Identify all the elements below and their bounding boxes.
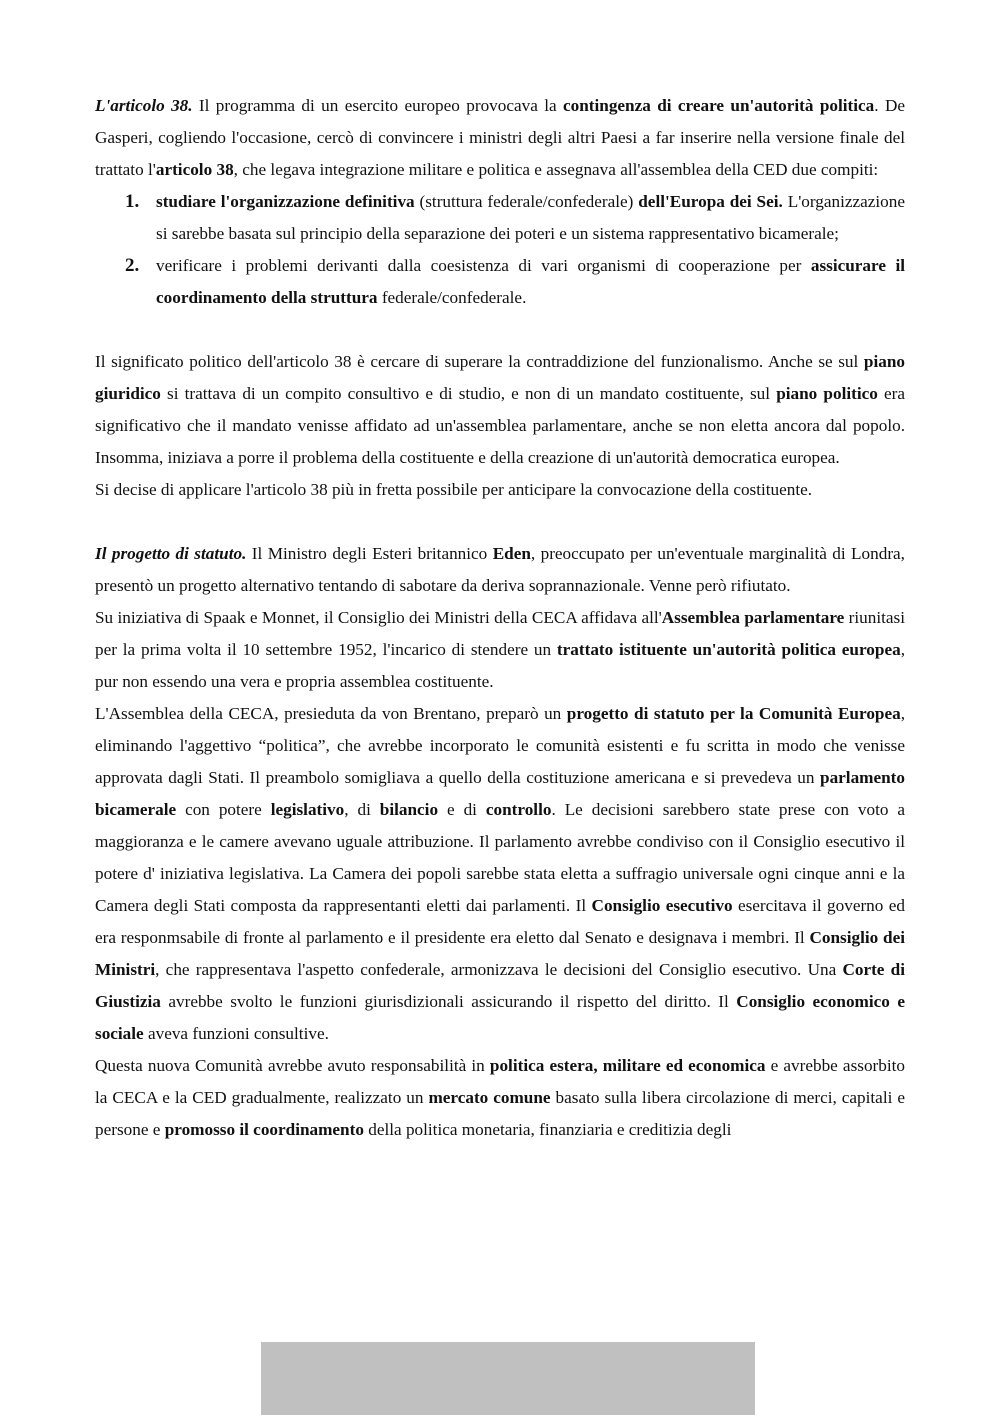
text-run: (struttura federale/confederale) [414, 192, 639, 211]
text-run: , che legava integrazione militare e politica e assegnava all'assemblea della CED due compiti: [233, 160, 879, 179]
emphasis-text: controllo [485, 800, 552, 819]
emphasis-text: Consiglio esecutivo [591, 896, 733, 915]
text-run: basato sulla libera circolazione di merci, capitali e persone e [95, 1088, 905, 1139]
text-run: si trattava di un compito consultivo e di studio, e non di un mandato costituente, sul [160, 384, 777, 403]
emphasis-text: contingenza di creare un'autorità politica [562, 96, 875, 115]
emphasis-text: politica estera, militare ed economica [489, 1056, 766, 1075]
emphasis-text: trattato istituente un'autorità politica europea [556, 640, 901, 659]
text-run: L'Assemblea della CECA, presieduta da von Brentano, preparò un [95, 704, 567, 723]
text-run: Su iniziativa di Spaak e Monnet, il Consiglio dei Ministri della CECA affidava all' [95, 608, 662, 627]
section-spacer [95, 314, 905, 346]
emphasis-text: L'articolo 38. [95, 96, 193, 115]
section-spacer [95, 506, 905, 538]
text-run: con potere [176, 800, 271, 819]
section-1 [95, 90, 905, 314]
paragraph [95, 602, 905, 698]
emphasis-text: parlamento bicamerale [95, 768, 905, 819]
paragraph [95, 538, 905, 602]
text-run: era significativo che il mandato venisse affidato ad un'assemblea parlamentare, anche se non eletta ancora dal popolo. Insomma, iniziava a porre il problema della costituente e della creazione di un'autorità democratica europea. [95, 384, 905, 467]
text-run: , eliminando l'aggettivo “politica”, che avrebbe incorporato le comunità esistenti e fu scritta in modo che venisse approvata dagli Stati. Il preambolo somigliava a quello della costituzione americana e si prevedeva un [95, 704, 905, 787]
text-run: Si decise di applicare l'articolo 38 più in fretta possibile per anticipare la convocazione della costituente. [95, 480, 813, 499]
text-run: , pur non essendo una vera e propria assemblea costituente. [95, 640, 905, 691]
text-run: e di [438, 800, 486, 819]
paragraph [95, 474, 905, 506]
text-run: federale/confederale. [377, 288, 527, 307]
text-run: esercitava il governo ed era responmsabile di fronte al parlamento e il presidente era eletto dal Senato e designava i membri. Il [95, 896, 905, 947]
emphasis-text: dell'Europa dei Sei. [638, 192, 783, 211]
emphasis-text: Consiglio dei Ministri [95, 928, 905, 979]
emphasis-text: articolo 38 [155, 160, 234, 179]
emphasis-text: studiare l'organizzazione definitiva [156, 192, 415, 211]
emphasis-text: mercato comune [428, 1088, 551, 1107]
text-run: , preoccupato per un'eventuale marginalità di Londra, presentò un progetto alternativo tentando di sabotare da deriva soprannazionale. Venne però rifiutato. [95, 544, 905, 595]
text-run: della politica monetaria, finanziaria e creditizia degli [363, 1120, 732, 1139]
text-run: , che rappresentava l'aspetto confederale, armonizzava le decisioni del Consiglio esecutivo. Una [155, 960, 843, 979]
emphasis-text: Il progetto di statuto. [95, 544, 247, 563]
emphasis-text: Corte di Giustizia [95, 960, 906, 1011]
list-item [95, 186, 905, 250]
text-run: Questa nuova Comunità avrebbe avuto responsabilità in [95, 1056, 490, 1075]
text-run: riunitasi per la prima volta il 10 settembre 1952, l'incarico di stendere un [95, 608, 905, 659]
text-run: Il Ministro degli Esteri britannico [246, 544, 493, 563]
emphasis-text: Consiglio economico e sociale [95, 992, 905, 1043]
list-number: 2. [125, 255, 140, 276]
text-run: Il programma di un esercito europeo provocava la [192, 96, 563, 115]
list-item [95, 250, 905, 314]
text-run: Il significato politico dell'articolo 38 è cercare di superare la contraddizione del funzionalismo. Anche se sul [95, 352, 864, 371]
text-run: verificare i problemi derivanti dalla coesistenza di vari organismi di cooperazione per [156, 256, 811, 275]
list-number: 1. [125, 191, 140, 212]
emphasis-text: piano politico [776, 384, 878, 403]
text-run: avrebbe svolto le funzioni giurisdizionali assicurando il rispetto del diritto. Il [160, 992, 737, 1011]
text-run: e avrebbe assorbito la CECA e la CED gradualmente, realizzato un [95, 1056, 905, 1107]
emphasis-text: Eden [492, 544, 531, 563]
emphasis-text: promosso il coordinamento [164, 1120, 364, 1139]
emphasis-text: legislativo [270, 800, 345, 819]
document-body [95, 90, 905, 1146]
paragraph [95, 90, 905, 186]
emphasis-text: Assemblea parlamentare [661, 608, 845, 627]
text-run: L'organizzazione si sarebbe basata sul principio della separazione dei poteri e un sistema rappresentativo bicamerale; [156, 192, 906, 243]
section-3 [95, 538, 905, 1146]
text-run: . Le decisioni sarebbero state prese con voto a maggioranza e le camere avevano uguale attribuzione. Il parlamento avrebbe condiviso con il Consiglio esecutivo il potere d' iniziativa legislativa. La Camera dei popoli sarebbe stata eletta a suffragio universale ogni cinque anni e la Camera degli Stati composta da rappresentanti eletti dai parlamenti. Il [95, 800, 906, 915]
paragraph [95, 1050, 905, 1146]
text-run: , di [344, 800, 380, 819]
text-run: . De Gasperi, cogliendo l'occasione, cercò di convincere i ministri degli altri Paesi a far inserire nella versione finale del trattato l' [95, 96, 905, 179]
emphasis-text: progetto di statuto per la Comunità Europea [566, 704, 901, 723]
emphasis-text: piano giuridico [95, 352, 905, 403]
paragraph [95, 698, 905, 1050]
emphasis-text: assicurare il coordinamento della struttura [156, 256, 905, 307]
text-run: aveva funzioni consultive. [143, 1024, 329, 1043]
paragraph [95, 346, 905, 474]
section-2 [95, 346, 905, 506]
emphasis-text: bilancio [379, 800, 439, 819]
numbered-list [95, 186, 905, 314]
page-footer-placeholder [261, 1342, 755, 1415]
